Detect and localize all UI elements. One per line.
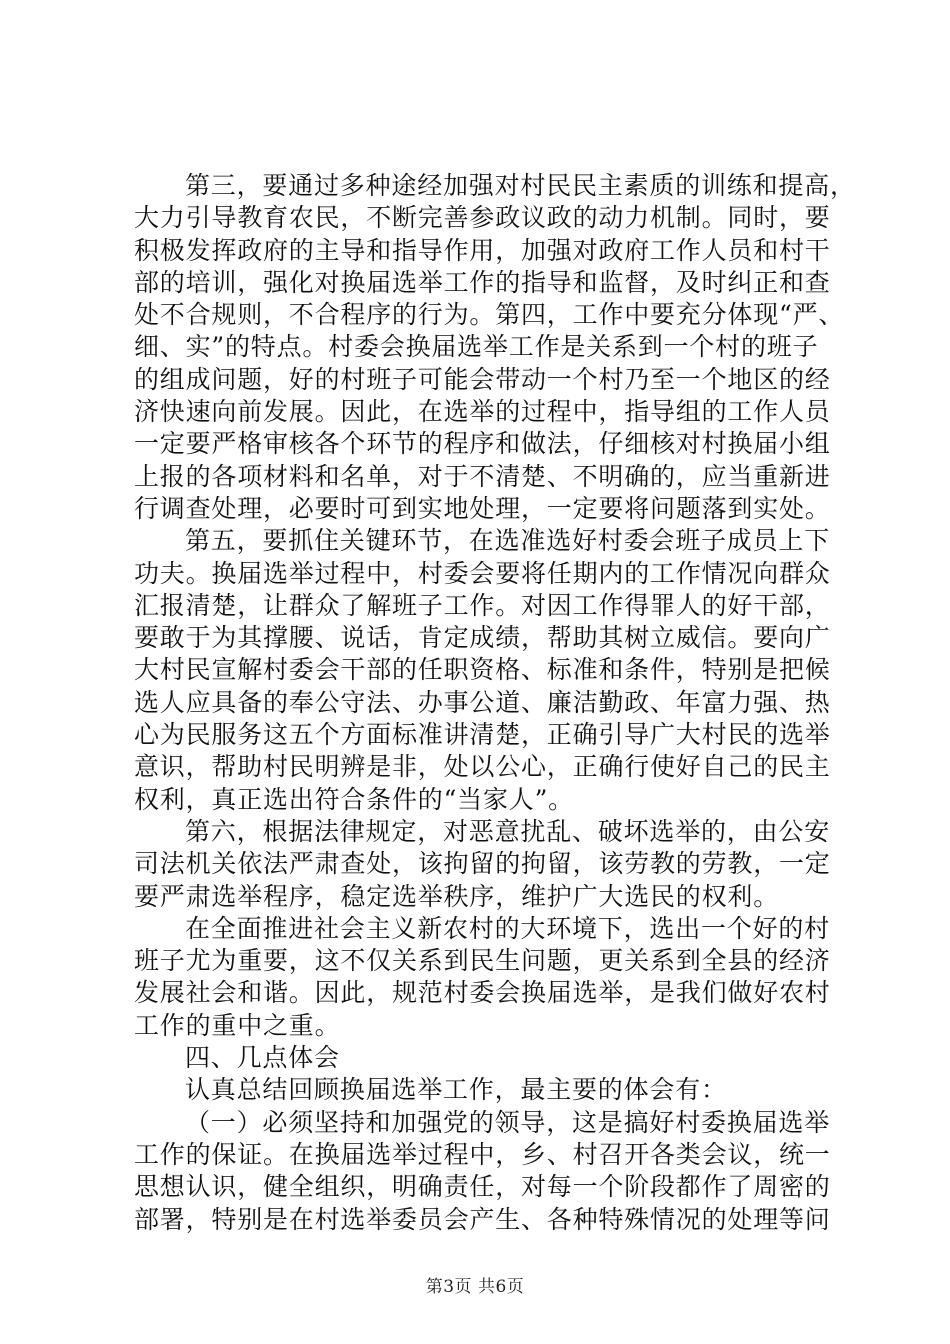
text-line: 一定要严格审核各个环节的程序和做法，仔细核对村换届小组 (134, 429, 831, 459)
text-line: 心为民服务这五个方面标准讲清楚，正确引导广大村民的选举 (134, 720, 831, 750)
text-line: 认真总结回顾换届选举工作，最主要的体会有： (185, 1075, 727, 1105)
text-line: 班子尤为重要，这不仅关系到民生问题，更关系到全县的经济 (134, 946, 831, 976)
text-line: 发展社会和谐。因此，规范村委会换届选举，是我们做好农村 (134, 978, 831, 1008)
section-heading: 四、几点体会 (185, 1043, 340, 1073)
text-line: 工作的保证。在换届选举过程中，乡、村召开各类会议，统一 (134, 1139, 831, 1169)
text-line: 细、实”的特点。村委会换届选举工作是关系到一个村的班子 (134, 332, 819, 362)
text-line: 思想认识，健全组织，明确责任，对每一个阶段都作了周密的 (134, 1172, 831, 1202)
text-line: 司法机关依法严肃查处，该拘留的拘留，该劳教的劳教，一定 (134, 849, 831, 879)
text-line: 部的培训，强化对换届选举工作的指导和监督，及时纠正和查 (134, 267, 831, 297)
text-line: 部署，特别是在村选举委员会产生、各种特殊情况的处理等问 (134, 1204, 831, 1234)
text-line: 权利，真正选出符合条件的“当家人”。 (134, 784, 574, 814)
text-line: 要严肃选举程序，稳定选举秩序，维护广大选民的权利。 (134, 881, 780, 911)
text-line: 要敢于为其撑腰、说话，肯定成绩，帮助其树立威信。要向广 (134, 623, 831, 653)
text-line: 大力引导教育农民，不断完善参政议政的动力机制。同时，要 (134, 203, 831, 233)
text-line: 在全面推进社会主义新农村的大环境下，选出一个好的村 (185, 913, 831, 943)
text-line: 处不合规则，不合程序的行为。第四，工作中要充分体现“严、 (134, 300, 845, 330)
text-line: 汇报清楚，让群众了解班子工作。对因工作得罪人的好干部， (134, 590, 831, 620)
text-line: 积极发挥政府的主导和指导作用，加强对政府工作人员和村干 (134, 235, 831, 265)
text-line: 工作的重中之重。 (134, 1010, 341, 1040)
text-line: 选人应具备的奉公守法、办事公道、廉洁勤政、年富力强、热 (134, 687, 831, 717)
text-line: 的组成问题，好的村班子可能会带动一个村乃至一个地区的经 (134, 364, 831, 394)
text-line: 济快速向前发展。因此，在选举的过程中，指导组的工作人员 (134, 397, 831, 427)
text-line: 上报的各项材料和名单，对于不清楚、不明确的，应当重新进 (134, 461, 831, 491)
document-body (134, 170, 856, 1236)
page-number-footer: 第3页 共6页 (425, 1277, 525, 1297)
text-line: 第三，要通过多种途经加强对村民民主素质的训练和提高， (185, 171, 856, 200)
text-line: 行调查处理，必要时可到实地处理，一定要将问题落到实处。 (134, 493, 831, 523)
text-line: （一）必须坚持和加强党的领导，这是搞好村委换届选举 (185, 1107, 831, 1137)
text-line: 功夫。换届选举过程中，村委会要将任期内的工作情况向群众 (134, 558, 831, 588)
text-line: 大村民宣解村委会干部的任职资格、标准和条件，特别是把候 (134, 655, 831, 685)
text-line: 第六，根据法律规定，对恶意扰乱、破坏选举的，由公安 (185, 816, 831, 846)
text-line: 第五，要抓住关键环节，在选准选好村委会班子成员上下 (185, 526, 831, 556)
text-line: 意识，帮助村民明辨是非，处以公心，正确行使好自己的民主 (134, 752, 831, 782)
